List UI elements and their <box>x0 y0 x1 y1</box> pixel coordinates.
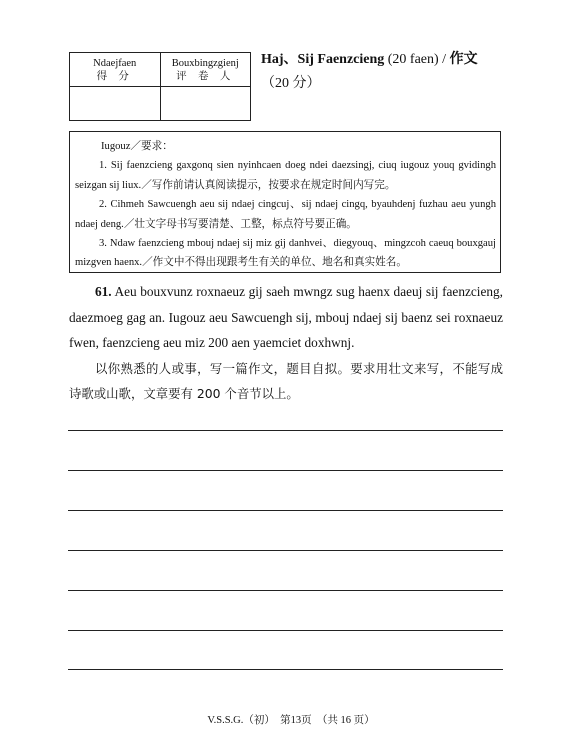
answer-line[interactable] <box>68 430 503 431</box>
section-points-zh: （20 分） <box>261 76 321 91</box>
answer-line[interactable] <box>68 669 503 670</box>
section-title-zh: 作文 <box>449 52 478 67</box>
requirement-item-1: 1. Sij faenzcieng gaxgonq sien nyinhcaen doeg ndei daezsingj, ciuq iugouz youq gvidingh seizgan sij liux.／写作前请认真阅读提示，按要求在规定时间内写完。 <box>75 160 496 191</box>
page-footer: V.S.S.G.（初） 第13页 （共 16 页） <box>207 715 375 726</box>
requirements-heading: Iugouz／要求： <box>101 141 173 152</box>
grader-header-cell <box>160 53 251 87</box>
score-header-cell <box>70 53 161 87</box>
grader-label-zh: 评 卷 人 <box>176 69 235 82</box>
section-title <box>261 48 571 96</box>
question-text-en: Aeu bouxvunz roxnaeuz gij saeh mwngz sug haenx daeuj sij faenzcieng, daezmoeg gag an. Iugouz aeu Sawcuengh sij, mbouj ndaej sij baenz sei roxnaeuz fwen, faenzcieng aeu miz 200 aen yaemciet doxhwnj. <box>69 284 503 350</box>
grader-label-en: Bouxbingzgienj <box>171 57 239 69</box>
score-label-en: Ndaejfaen <box>93 57 137 69</box>
answer-line[interactable] <box>68 550 503 551</box>
answer-line[interactable] <box>68 590 503 591</box>
requirement-item-2: 2. Cihmeh Sawcuengh aeu sij ndaej cingcuj、sij ndaej cingq, byauhdenj fuzhau aeu yungh ndaej deng.／壮文字母书写要清楚、工整，标点符号要正确。 <box>75 199 496 230</box>
section-title-en: Haj、Sij Faenzcieng <box>261 52 385 67</box>
score-table <box>69 52 251 121</box>
answer-line[interactable] <box>68 470 503 471</box>
question-61 <box>69 279 503 407</box>
requirement-item-3: 3. Ndaw faenzcieng mbouj ndaej sij miz gij danhvei、diegyouq、mingzcoh caeuq bouxgauj mizgven haenx.／作文中不得出现跟考生有关的单位、地名和真实姓名。 <box>75 238 496 269</box>
question-text-zh: 以你熟悉的人或事，写一篇作文，题目自拟。要求用壮文来写，不能写成诗歌或山歌，文章要有 200 个音节以上。 <box>69 360 503 401</box>
answer-line[interactable] <box>68 510 503 511</box>
score-entry-cell[interactable] <box>70 87 161 121</box>
requirements-box <box>69 131 501 273</box>
question-prompt-en <box>69 279 503 356</box>
answer-line[interactable] <box>68 630 503 631</box>
section-points-en: (20 faen) / <box>387 52 447 67</box>
question-number: 61. <box>95 284 112 299</box>
grader-entry-cell[interactable] <box>160 87 251 121</box>
score-label-zh: 得 分 <box>96 69 133 82</box>
